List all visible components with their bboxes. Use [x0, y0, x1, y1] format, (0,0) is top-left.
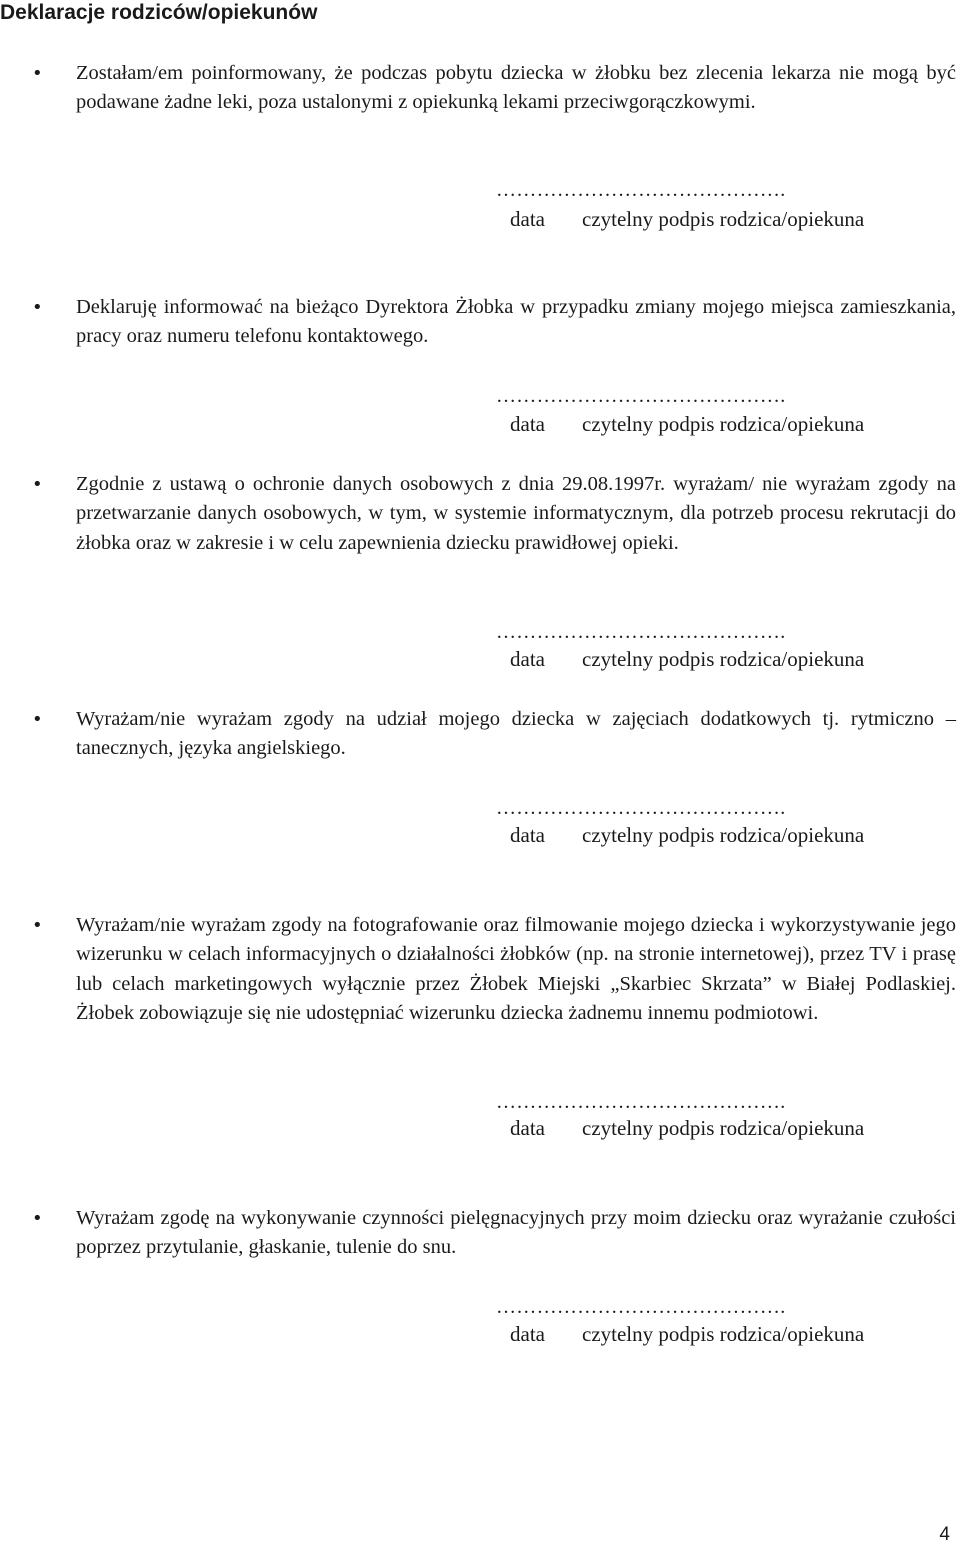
declaration-text: Zgodnie z ustawą o ochronie danych osobowych z dnia 29.08.1997r. wyrażam/ nie wyrażam zgody na przetwarzanie danych osobowych, w tym, w systemie informatycznym, dla potrzeb procesu rekrutacji do żłobka oraz w zakresie i w celu zapewnienia dziecku prawidłowej opieki. [76, 473, 956, 554]
declaration-item-medications [32, 59, 956, 118]
bullet-icon: • [32, 915, 43, 936]
declaration-text: Zostałam/em poinformowany, że podczas pobytu dziecka w żłobku bez zlecenia lekarza nie mogą być podawane żadne leki, poza ustalonymi z opiekunką lekami przeciwgorączkowymi. [76, 62, 956, 114]
date-label: data [510, 207, 545, 231]
date-label: data [510, 1322, 545, 1346]
signature-caption [510, 1321, 864, 1347]
signature-caption [510, 822, 864, 848]
declaration-text: Wyrażam/nie wyrażam zgody na udział mojego dziecka w zajęciach dodatkowych tj. rytmiczno – tanecznych, języka angielskiego. [76, 708, 956, 760]
signature-label: czytelny podpis rodzica/opiekuna [582, 823, 865, 847]
date-label: data [510, 823, 545, 847]
signature-label: czytelny podpis rodzica/opiekuna [582, 1116, 865, 1140]
declaration-text: Deklaruję informować na bieżąco Dyrektora Żłobka w przypadku zmiany mojego miejsca zamieszkania, pracy oraz numeru telefonu kontaktowego. [76, 296, 956, 348]
signature-label: czytelny podpis rodzica/opiekuna [582, 412, 865, 436]
signature-label: czytelny podpis rodzica/opiekuna [582, 647, 865, 671]
page-title: Deklaracje rodziców/opiekunów [0, 1, 318, 24]
declaration-item-extra-activities [32, 705, 956, 764]
signature-line: ……………………………………. [496, 180, 786, 200]
declaration-item-contact-changes [32, 293, 956, 352]
bullet-icon: • [32, 297, 43, 318]
signature-label: czytelny podpis rodzica/opiekuna [582, 1322, 865, 1346]
date-label: data [510, 412, 545, 436]
signature-label: czytelny podpis rodzica/opiekuna [582, 207, 865, 231]
bullet-icon: • [32, 474, 43, 495]
date-label: data [510, 1116, 545, 1140]
page-number: 4 [939, 1524, 950, 1545]
declaration-item-care-activities [32, 1204, 956, 1263]
signature-line: ……………………………………. [496, 798, 786, 818]
declaration-text: Wyrażam/nie wyrażam zgody na fotografowanie oraz filmowanie mojego dziecka i wykorzystywanie jego wizerunku w celach informacyjnych o działalności żłobków (np. na stronie internetowej), przez TV i prasę lub celach marketingowych wyłącznie przez Żłobek Miejski „Skarbiec Skrzata” w Białej Podlaskiej. Żłobek zobowiązuje się nie udostępniać wizerunku dziecka żadnemu innemu podmiotowi. [76, 914, 956, 1024]
signature-caption [510, 206, 864, 232]
signature-caption [510, 646, 864, 672]
signature-caption [510, 411, 864, 437]
bullet-icon: • [32, 63, 43, 84]
date-label: data [510, 647, 545, 671]
signature-line: ……………………………………. [496, 622, 786, 642]
declaration-item-personal-data [32, 470, 956, 558]
signature-caption [510, 1115, 864, 1141]
bullet-icon: • [32, 709, 43, 730]
declaration-text: Wyrażam zgodę na wykonywanie czynności pielęgnacyjnych przy moim dziecku oraz wyrażanie czułości poprzez przytulanie, głaskanie, tulenie do snu. [76, 1207, 956, 1259]
signature-line: ……………………………………. [496, 386, 786, 406]
bullet-icon: • [32, 1208, 43, 1229]
signature-line: ……………………………………. [496, 1297, 786, 1317]
signature-line: ……………………………………. [496, 1092, 786, 1112]
declaration-item-image-consent [32, 911, 956, 1028]
